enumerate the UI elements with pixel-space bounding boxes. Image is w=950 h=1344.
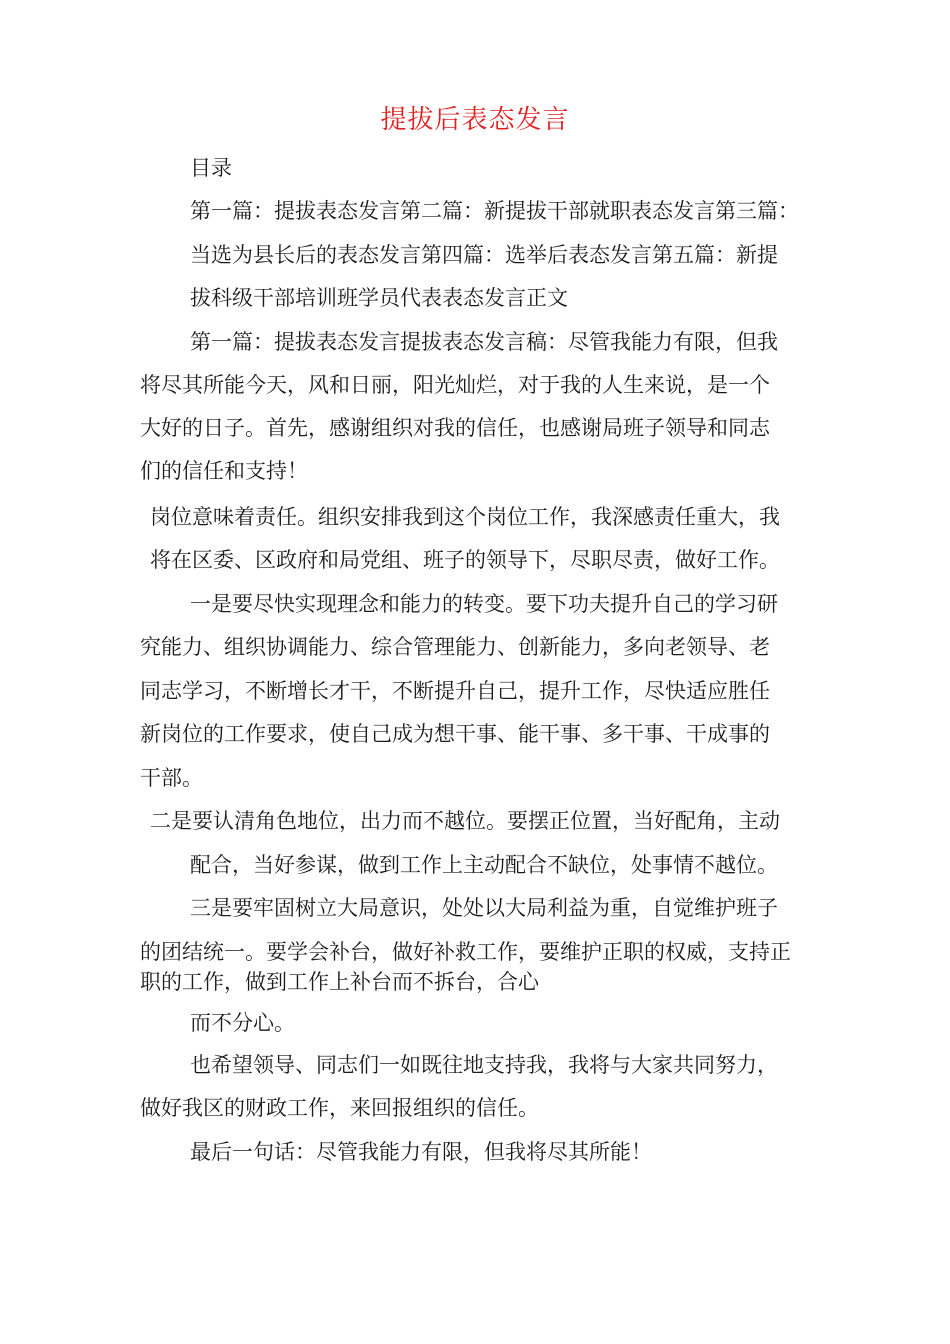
paragraph-line: 同志学习，不断增长才干，不断提升自己，提升工作，尽快适应胜任: [140, 679, 770, 703]
document-title: 提拔后表态发言: [380, 105, 570, 135]
paragraph-line: 究能力、组织协调能力、综合管理能力、创新能力，多向老领导、老: [140, 635, 770, 659]
paragraph-line: 而不分心。: [190, 1011, 295, 1035]
paragraph-line: 三是要牢固树立大局意识，处处以大局利益为重，自觉维护班子: [190, 896, 778, 920]
paragraph-line: 将在区委、区政府和局党组、班子的领导下，尽职尽责，做好工作。: [150, 548, 780, 572]
paragraph-line: 的团结统一。要学会补台，做好补救工作，要维护正职的权威，支持正: [140, 940, 791, 964]
paragraph-line: 配合，当好参谋，做到工作上主动配合不缺位，处事情不越位。: [190, 853, 778, 877]
toc-line: 第一篇：提拔表态发言第二篇：新提拔干部就职表态发言第三篇：: [190, 199, 799, 223]
paragraph-line: 们的信任和支持！: [140, 459, 308, 483]
paragraph-line: 做好我区的财政工作，来回报组织的信任。: [140, 1096, 539, 1120]
toc-line: 拔科级干部培训班学员代表表态发言正文: [190, 286, 568, 310]
paragraph-line: 新岗位的工作要求，使自己成为想干事、能干事、多干事、干成事的: [140, 722, 770, 746]
paragraph-line: 一是要尽快实现理念和能力的转变。要下功夫提升自己的学习研: [190, 592, 778, 616]
paragraph-line: 二是要认清角色地位，出力而不越位。要摆正位置，当好配角，主动: [150, 809, 780, 833]
toc-heading: 目录: [190, 156, 232, 180]
paragraph-line: 大好的日子。首先，感谢组织对我的信任，也感谢局班子领导和同志: [140, 416, 770, 440]
toc-line: 当选为县长后的表态发言第四篇：选举后表态发言第五篇：新提: [190, 243, 778, 267]
paragraph-line: 岗位意味着责任。组织安排我到这个岗位工作，我深感责任重大，我: [150, 505, 780, 529]
paragraph-line: 第一篇：提拔表态发言提拔表态发言稿：尽管我能力有限，但我: [190, 330, 778, 354]
paragraph-line: 干部。: [140, 766, 203, 790]
paragraph-line: 职的工作，做到工作上补台而不拆台，合心: [140, 970, 539, 994]
paragraph-line: 也希望领导、同志们一如既往地支持我，我将与大家共同努力，: [190, 1053, 778, 1077]
paragraph-line: 最后一句话：尽管我能力有限，但我将尽其所能！: [190, 1140, 652, 1164]
paragraph-line: 将尽其所能今天，风和日丽，阳光灿烂，对于我的人生来说，是一个: [140, 373, 770, 397]
